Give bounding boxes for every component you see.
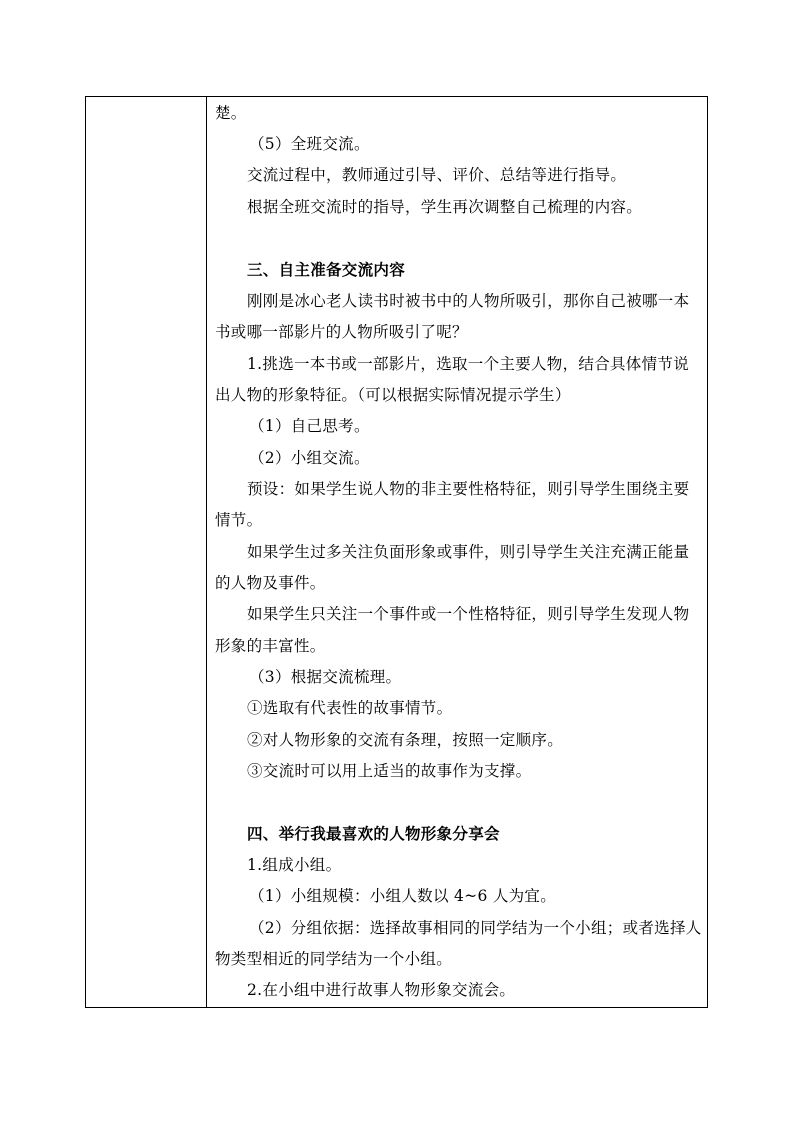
text-line: ①选取有代表性的故事情节。 <box>247 699 453 717</box>
text-line: （2）小组交流。 <box>249 449 370 467</box>
text-line: 刚刚是冰心老人读书时被书中的人物所吸引，那你自己被哪一本 <box>247 292 690 310</box>
text-line: 1.挑选一本书或一部影片，选取一个主要人物，结合具体情节说 <box>247 355 689 373</box>
text-line: 2.在小组中进行故事人物形象交流会。 <box>247 981 516 999</box>
text-line: （5）全班交流。 <box>249 135 370 153</box>
text-line: 出人物的形象特征。（可以根据实际情况提示学生） <box>215 386 571 404</box>
lesson-plan-table <box>85 96 708 1008</box>
text-line: （2）分组依据：选择故事相同的同学结为一个小组；或者选择人 <box>249 919 702 937</box>
text-line: ③交流时可以用上适当的故事作为支撑。 <box>247 762 532 780</box>
text-line: 楚。 <box>215 104 247 122</box>
text-line: 根据全班交流时的指导，学生再次调整自己梳理的内容。 <box>247 198 643 216</box>
text-line: （1）自己思考。 <box>249 417 370 435</box>
text-line: 的人物及事件。 <box>215 574 326 592</box>
section-heading: 三、自主准备交流内容 <box>247 260 406 279</box>
text-line: 物类型相近的同学结为一个小组。 <box>215 950 453 968</box>
text-line: 形象的丰富性。 <box>215 637 326 655</box>
text-line: 情节。 <box>215 511 263 529</box>
text-line: ②对人物形象的交流有条理，按照一定顺序。 <box>247 731 564 749</box>
left-column-cell <box>86 97 207 1007</box>
text-line: 交流过程中，教师通过引导、评价、总结等进行指导。 <box>247 166 627 184</box>
content-cell <box>207 97 707 1007</box>
section-heading: 四、举行我最喜欢的人物形象分享会 <box>247 824 500 843</box>
text-line: （1）小组规模：小组人数以 4~6 人为宜。 <box>249 887 557 905</box>
text-line: （3）根据交流梳理。 <box>249 668 402 686</box>
text-line: 书或哪一部影片的人物所吸引了呢？ <box>215 323 468 341</box>
text-line: 预设：如果学生说人物的非主要性格特征，则引导学生围绕主要 <box>247 480 690 498</box>
text-line: 如果学生过多关注负面形象或事件，则引导学生关注充满正能量 <box>247 543 690 561</box>
text-line: 1.组成小组。 <box>247 856 342 874</box>
text-line: 如果学生只关注一个事件或一个性格特征，则引导学生发现人物 <box>247 605 690 623</box>
